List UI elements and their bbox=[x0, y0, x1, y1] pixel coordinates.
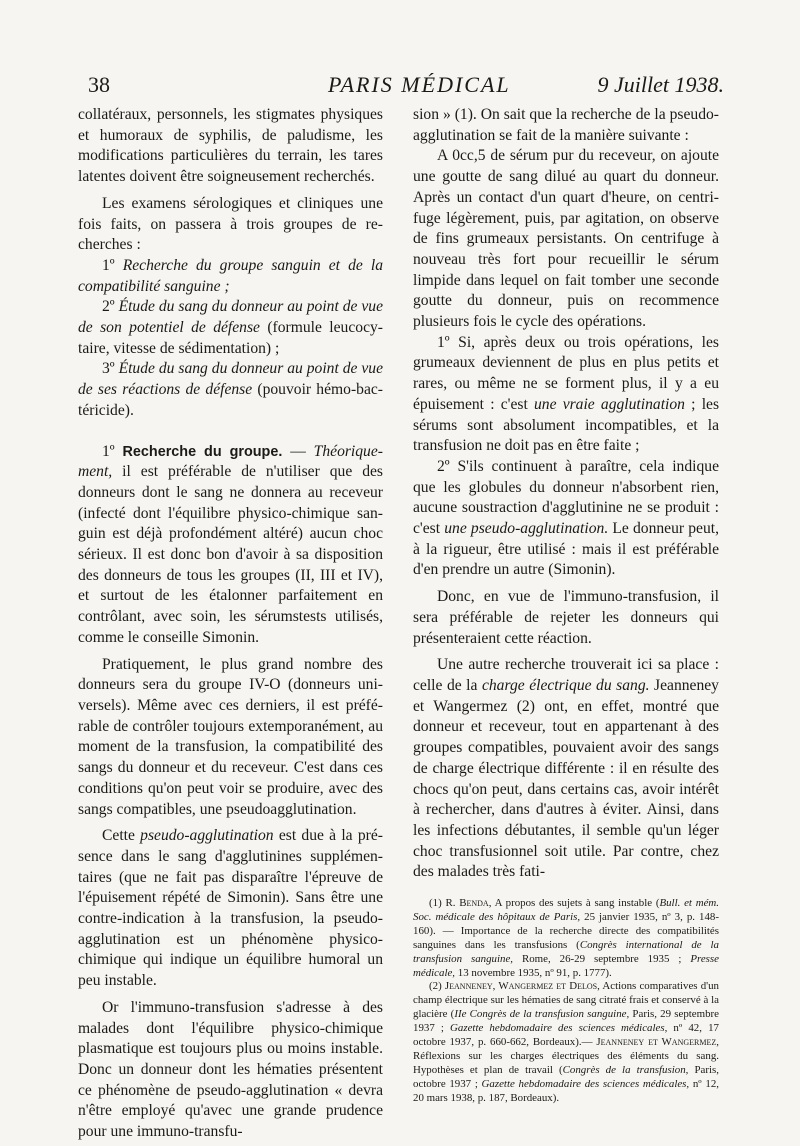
paragraph: Or l'immuno-transfusion s'adresse à des malades dont l'équilibre physico-chimique plasmatique est toujours plus ou moins instable. Donc un donneur dont les hématies présentent ce phénomène de pseudo-agglutination « devra n'être employé qu'avec une grande prudence pour une immuno-transfu- bbox=[78, 998, 383, 1141]
footnotes bbox=[413, 897, 719, 1106]
paragraph: collatéraux, personnels, les stigmates physiques et humoraux de syphilis, de paludisme, les modifications particulières du terrain, les tares latentes doivent être soigneusement recherchés. bbox=[78, 106, 383, 186]
paragraph: A 0cc,5 de sérum pur du receveur, on ajoute une goutte de sang dilué au quart du donneur. Après un contact d'un quart d'heure, on centrifuge légèrement, puis, par agitation, on observe de fins grumeaux persistants. On centrifuge à nouveau très fort pour recueillir le sérum limpide dans lequel on fait tomber une seconde goutte du donneur, puis on recommence plusieurs fois le cycle des opérations. bbox=[413, 147, 719, 331]
issue-date: 9 Juillet 1938. bbox=[597, 72, 724, 97]
paragraph: sion » (1). On sait que la recherche de la pseudo-agglutination se fait de la manière suivante : bbox=[413, 106, 719, 144]
footnote: (1) R. Benda, A propos des sujets à sang instable (Bull. et mém. Soc. médicale des hôpitaux de Paris, 25 janvier 1935, nº 3, p. 148-160). — Importance de la recherche directe des compatibilités sanguines dans les transfusions (Congrès international de la transfusion sanguine, Rome, 26-29 septembre 1935 ; Presse médicale, 13 novembre 1935, nº 91, p. 1777). bbox=[413, 897, 719, 979]
paragraph: Donc, en vue de l'immuno-transfusion, il sera préférable de rejeter les donneurs qui présenteraient cette réaction. bbox=[413, 588, 719, 647]
list-item: 2º Étude du sang du donneur au point de vue de son potentiel de défense (formule leucocytaire, vitesse de sédimentation) ; bbox=[78, 298, 383, 357]
page-header bbox=[88, 72, 724, 102]
right-column bbox=[413, 105, 719, 1106]
left-column bbox=[78, 105, 383, 1143]
list-item: 3º Étude du sang du donneur au point de vue de ses réactions de défense (pouvoir hémo-bactéricide). bbox=[78, 360, 383, 419]
paragraph: Pratiquement, le plus grand nombre des donneurs sera du groupe IV-O (donneurs universels). Même avec ces derniers, il est préférable de contrôler toujours extemporanément, au moment de la transfusion, la compatibilité des sangs du donneur et du receveur. C'est dans ces conditions qu'on peut voir se produire, avec des sangs compatibles, une pseudoagglutination. bbox=[78, 655, 383, 818]
journal-title: PARIS MÉDICAL bbox=[328, 72, 511, 97]
paragraph: Cette pseudo-agglutination est due à la présence dans le sang d'agglutinines supplémentaires (que ne fait pas disparaître l'épreuve de l'épuisement répété de Simonin). Sans être une contre-indication à la transfusion, la pseudo-agglutination est un phénomène physico-chimique qui indique un équilibre humoral un peu instable. bbox=[78, 827, 383, 990]
paragraph: Les examens sérologiques et cliniques une fois faits, on passera à trois groupes de recherches : bbox=[78, 194, 383, 254]
paragraph: 2º S'ils continuent à paraître, cela indique que les globules du donneur n'absorbent rien, aucune soustraction d'agglutinine ne se produit : c'est une pseudo-agglutination. Le donneur peut, à la rigueur, être utilisé : mais il est préférable d'en prendre un autre (Simonin). bbox=[413, 457, 719, 579]
page-number: 38 bbox=[88, 72, 110, 97]
footnote: (2) Jeanneney, Wangermez et Delos, Actions comparatives d'un champ électrique sur les hématies de sang citraté frais et conservé à la glacière (IIe Congrès de la transfusion sanguine, Paris, 29 septembre 1937 ; Gazette hebdomadaire des sciences médicales, nº 42, 17 octobre 1937, p. 660-662, Bordeaux).— Jeanneney et Wangermez, Réflexions sur les charges électriques des éléments du sang. Hypothèses et plan de travail (Congrès de la transfusion, Paris, octobre 1937 ; Gazette hebdomadaire des sciences médicales, nº 12, 20 mars 1938, p. 187, Bordeaux). bbox=[413, 980, 719, 1104]
list-item: 1º Recherche du groupe sanguin et de la compatibilité sanguine ; bbox=[78, 256, 383, 295]
section-heading: Recherche du groupe. bbox=[122, 443, 283, 460]
paragraph: Une autre recherche trouverait ici sa place : celle de la charge électrique du sang. Jeanneney et Wangermez (2) ont, en effet, montré que donneur et receveur, tout en appartenant à des groupes compatibles, pouvaient avoir des sangs de charge électrique différente : il en résulte des chocs qu'on peut, dans certains cas, avoir intérêt à rechercher, dans d'autres à éviter. Ainsi, dans les infections débutantes, il semble qu'un léger choc transfusionnel soit utile. Par contre, chez des malades très fati- bbox=[413, 656, 719, 881]
section-paragraph: 1º Recherche du groupe. — Théoriquement, il est préférable de n'utiliser que des donneurs dont le sang ne donnera au receveur (infecté dont l'équilibre physico-chimique sanguin est déjà profondément altéré) aucun choc sérieux. Il est donc bon d'avoir à sa disposition des donneurs de tous les groupes (II, III et IV), et surtout de les étalonner parfaitement en contrôlant, avec soin, les sérumstests utilisés, comme le conseille Simonin. bbox=[78, 442, 383, 646]
paragraph: 1º Si, après deux ou trois opérations, les grumeaux deviennent de plus en plus petits et rares, ou même ne se forment plus, il y a eu épuisement : c'est une vraie agglutination ; les sérums sont absolument incompatibles, et la transfusion ne doit pas en être faite ; bbox=[413, 333, 720, 455]
